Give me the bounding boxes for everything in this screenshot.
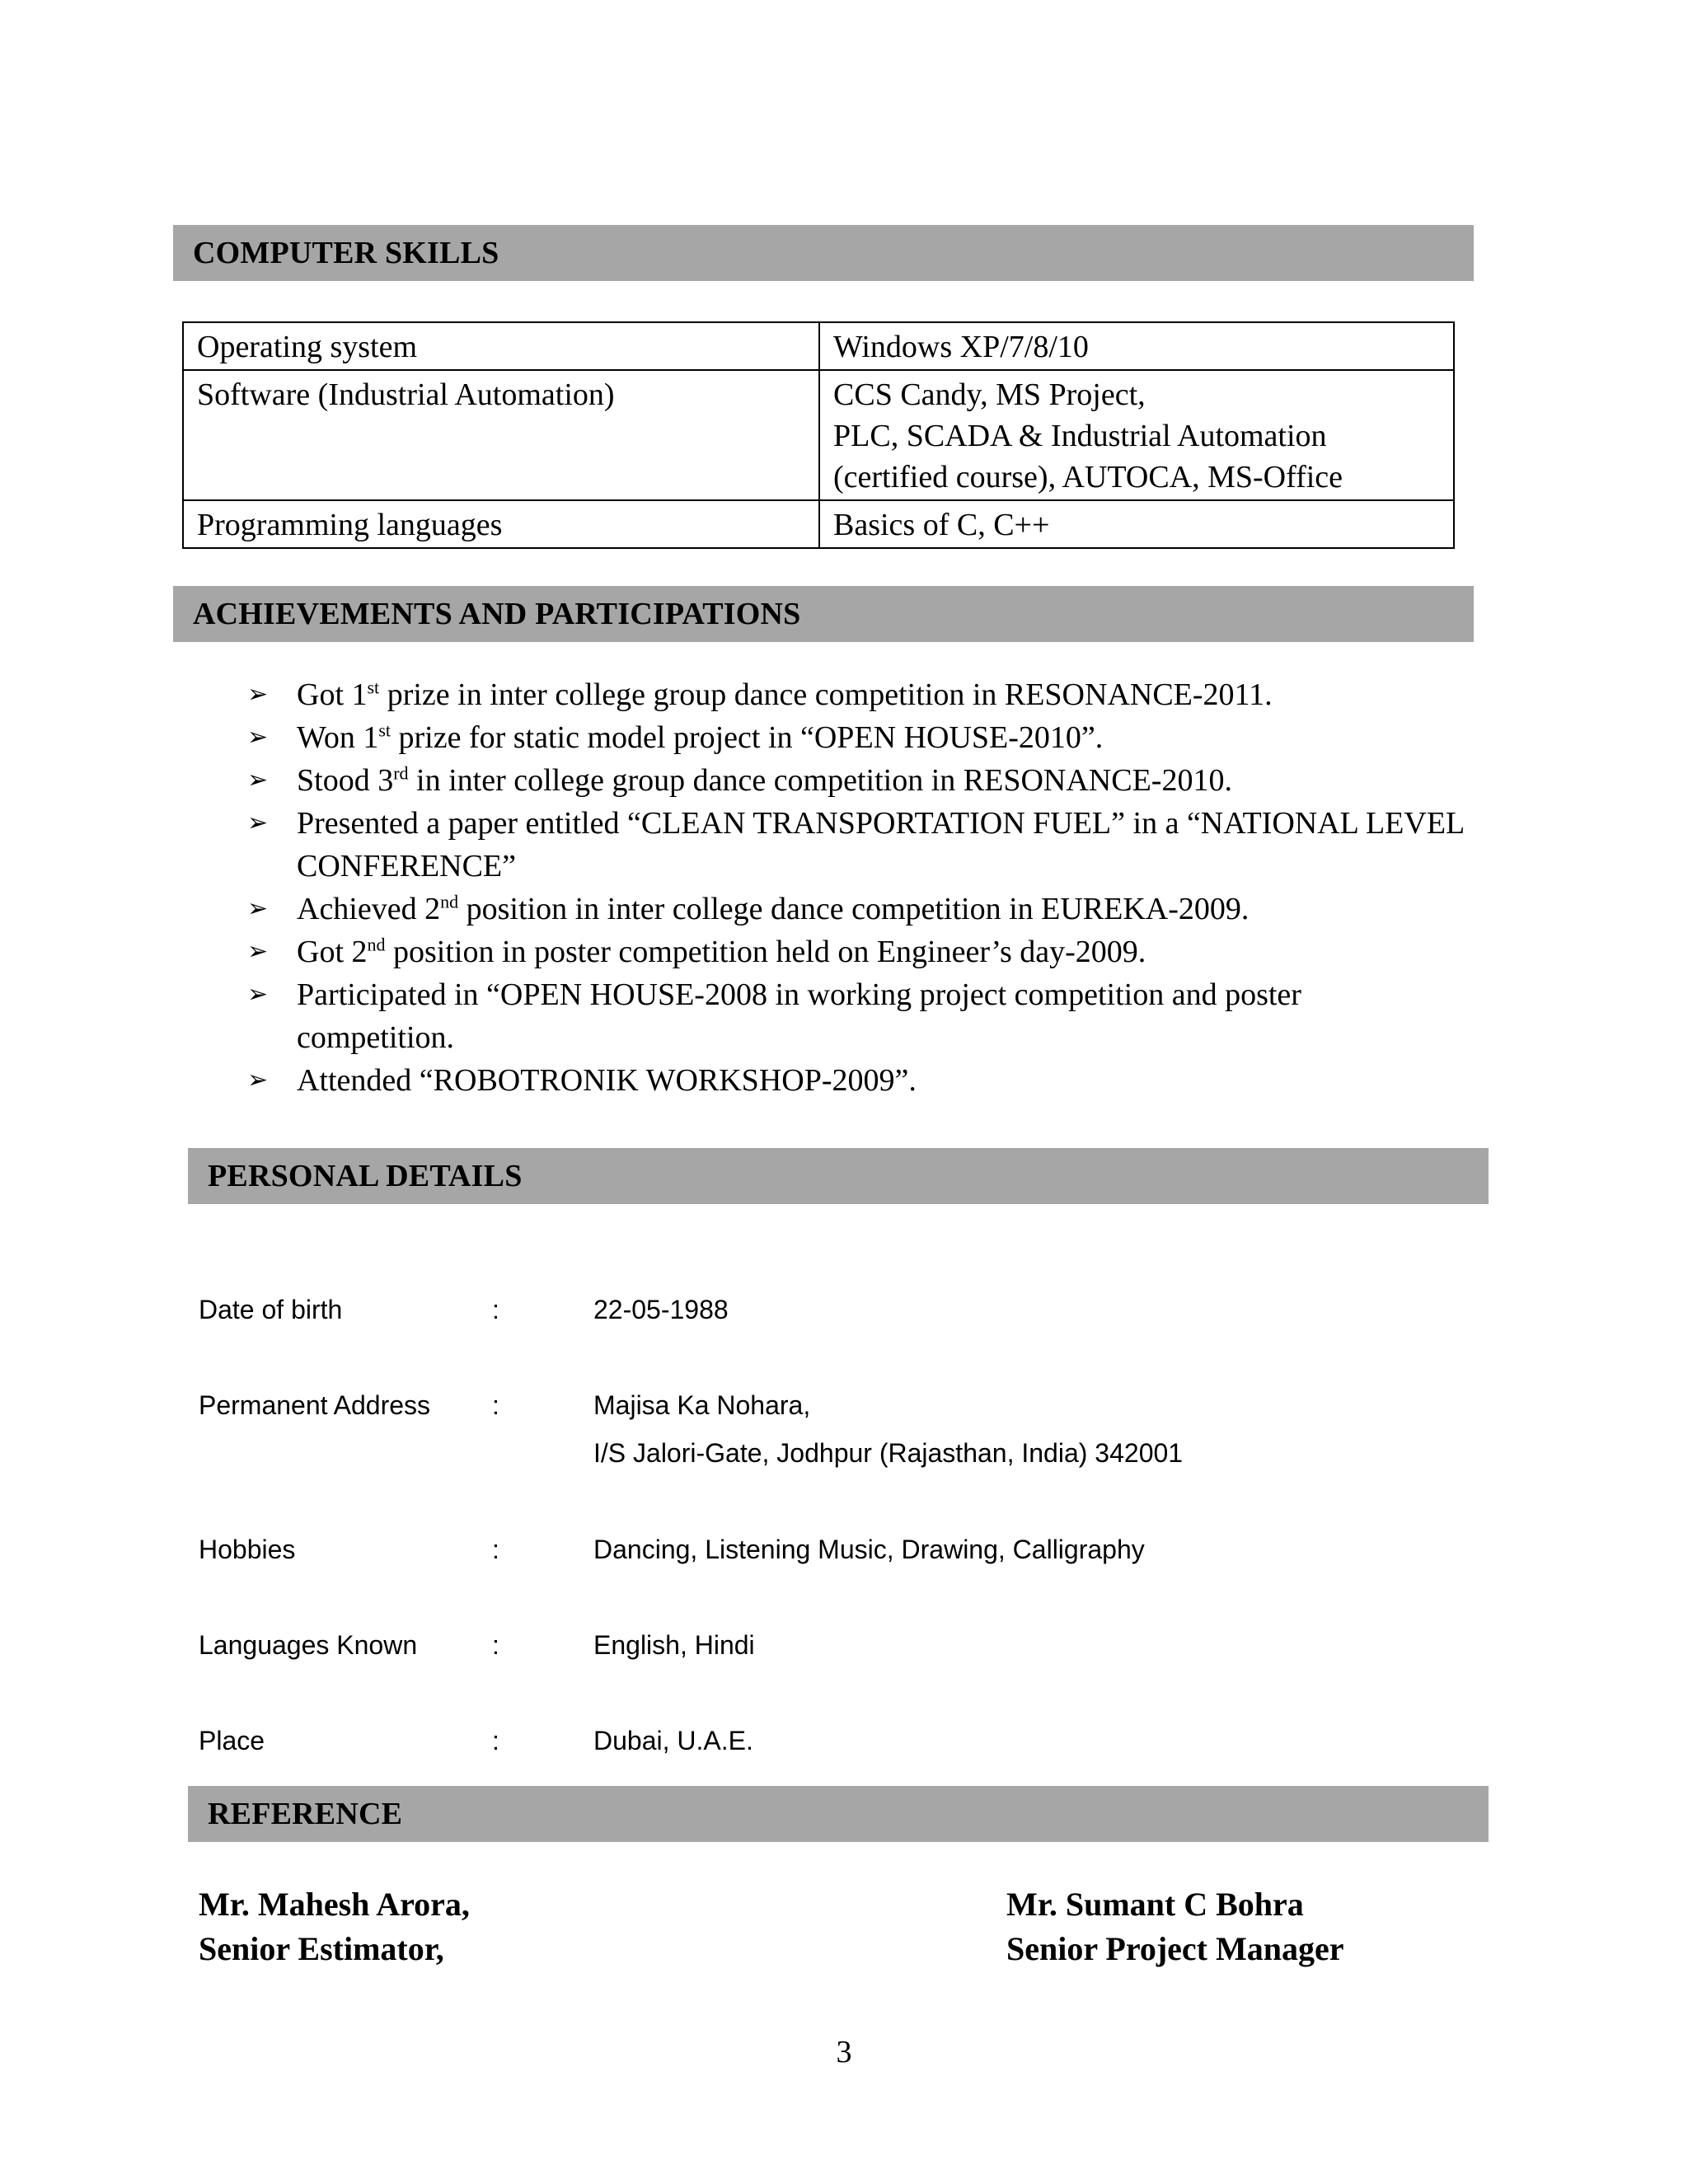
detail-value: [593, 1717, 753, 1765]
detail-value-line: Dancing, Listening Music, Drawing, Calligraphy: [593, 1535, 1145, 1564]
list-item: [244, 973, 1464, 1059]
detail-separator: :: [492, 1295, 499, 1324]
ordinal-suffix: st: [367, 677, 380, 698]
section-heading-computer-skills: COMPUTER SKILLS: [173, 225, 1474, 281]
detail-separator: :: [492, 1535, 499, 1564]
skill-value: [819, 322, 1454, 370]
arrow-bullet-icon: ➢: [247, 894, 269, 923]
detail-separator: :: [492, 1390, 499, 1420]
section-heading-personal-details: PERSONAL DETAILS: [188, 1148, 1489, 1204]
reference-title: Senior Estimator,: [199, 1930, 444, 1967]
detail-value-line: Majisa Ka Nohara,: [593, 1390, 811, 1420]
ordinal-suffix: nd: [440, 891, 459, 912]
ordinal-suffix: rd: [393, 762, 409, 784]
detail-value: [593, 1621, 755, 1669]
arrow-bullet-icon: ➢: [247, 937, 269, 966]
arrow-bullet-icon: ➢: [247, 980, 269, 1009]
item-text: Won 1: [297, 720, 379, 755]
detail-value-line: 22-05-1988: [593, 1295, 729, 1324]
skill-value: [819, 500, 1454, 548]
achievements-list: [244, 673, 1464, 1102]
skill-value-line: Basics of C, C++: [833, 508, 1050, 542]
item-text: prize in inter college group dance competition in RESONANCE-2011.: [379, 677, 1273, 712]
reference-name: Mr. Mahesh Arora,: [199, 1886, 470, 1923]
page-number: 3: [836, 2035, 852, 2069]
detail-value: [593, 1286, 729, 1333]
arrow-bullet-icon: ➢: [247, 723, 269, 752]
list-item: [244, 888, 1464, 930]
list-item: [244, 930, 1464, 973]
section-heading-reference: REFERENCE: [188, 1786, 1489, 1842]
skill-label: Programming languages: [183, 500, 819, 548]
arrow-bullet-icon: ➢: [247, 808, 269, 837]
detail-value-line: I/S Jalori-Gate, Jodhpur (Rajasthan, India) 342001: [593, 1438, 1184, 1468]
detail-label: Permanent Address: [199, 1390, 431, 1420]
detail-value-line: English, Hindi: [593, 1630, 755, 1660]
detail-label: Date of birth: [199, 1295, 343, 1324]
skill-value-line: PLC, SCADA & Industrial Automation: [833, 419, 1327, 453]
ordinal-suffix: st: [378, 719, 392, 741]
skill-label: Operating system: [183, 322, 819, 370]
computer-skills-table: [182, 321, 1455, 549]
skill-value-line: CCS Candy, MS Project,: [833, 377, 1146, 412]
detail-label: Hobbies: [199, 1535, 296, 1564]
item-text: prize for static model project in “OPEN HOUSE-2010”.: [391, 720, 1104, 755]
detail-separator: :: [492, 1630, 499, 1660]
table-row: [183, 322, 1454, 370]
detail-separator: :: [492, 1726, 499, 1755]
ordinal-suffix: nd: [367, 934, 386, 955]
reference-right: [1006, 1882, 1344, 1971]
skill-value-line: (certified course), AUTOCA, MS-Office: [833, 460, 1343, 494]
item-text: Achieved 2: [297, 892, 441, 926]
item-text: Stood 3: [297, 763, 394, 798]
item-text: position in poster competition held on Engineer’s day-2009.: [385, 935, 1146, 969]
skill-value: [819, 370, 1454, 500]
item-text: Participated in “OPEN HOUSE-2008 in working project competition and poster competition.: [297, 977, 1301, 1055]
table-row: [183, 500, 1454, 548]
item-text: Attended “ROBOTRONIK WORKSHOP-2009”.: [297, 1063, 917, 1098]
skill-label: Software (Industrial Automation): [183, 370, 819, 500]
detail-label: Place: [199, 1726, 265, 1755]
arrow-bullet-icon: ➢: [247, 680, 269, 709]
item-text: position in inter college dance competition in EUREKA-2009.: [458, 892, 1250, 926]
detail-value: [593, 1526, 1145, 1573]
detail-value: [593, 1381, 1183, 1477]
reference-name: Mr. Sumant C Bohra: [1006, 1886, 1304, 1923]
section-heading-achievements: ACHIEVEMENTS AND PARTICIPATIONS: [173, 586, 1474, 642]
reference-title: Senior Project Manager: [1006, 1930, 1344, 1967]
reference-left: [199, 1882, 470, 1971]
list-item: [244, 673, 1464, 716]
list-item: [244, 759, 1464, 802]
list-item: [244, 802, 1464, 888]
list-item: [244, 1059, 1464, 1102]
skill-value-line: Windows XP/7/8/10: [833, 330, 1089, 364]
detail-label: Languages Known: [199, 1630, 418, 1660]
arrow-bullet-icon: ➢: [247, 766, 269, 794]
item-text: Got 1: [297, 677, 368, 712]
item-text: Got 2: [297, 935, 368, 969]
list-item: [244, 716, 1464, 759]
item-text: in inter college group dance competition in RESONANCE-2010.: [408, 763, 1232, 798]
arrow-bullet-icon: ➢: [247, 1066, 269, 1094]
detail-value-line: Dubai, U.A.E.: [593, 1726, 753, 1755]
table-row: [183, 370, 1454, 500]
item-text: Presented a paper entitled “CLEAN TRANSPORTATION FUEL” in a “NATIONAL LEVEL CONFERENCE”: [297, 806, 1464, 883]
